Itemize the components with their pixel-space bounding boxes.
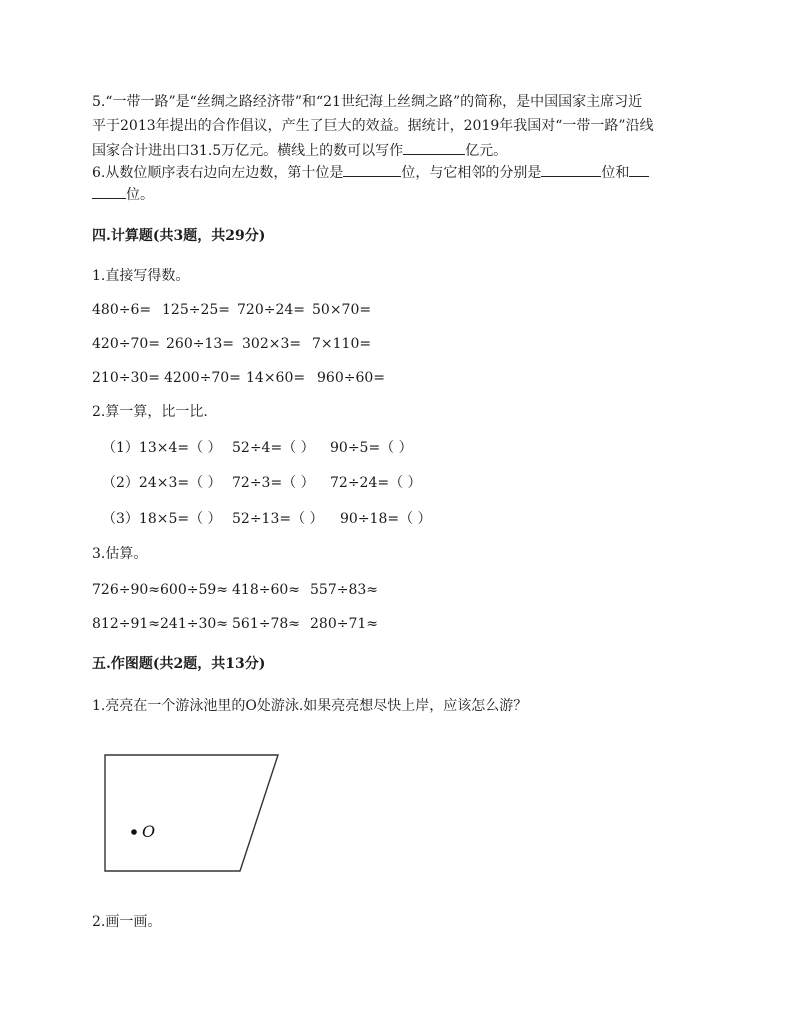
point-o-dot [131,829,137,835]
compare-item: 90÷5=（ ） [330,440,413,456]
estimate-item: 557÷83≈ [310,582,378,598]
q6-text-b: 位，与它相邻的分别是 [401,165,542,181]
compare-item: 52÷13=（ ） [232,511,324,527]
q5-line-3-suffix: 亿元。 [465,143,508,159]
calc-item: 4200÷70= [164,370,241,386]
q4-1-title: 1.直接写得数。 [92,268,190,284]
q6-blank-3-end[interactable] [92,184,126,199]
compare-item: （1）13×4=（ ） [102,440,222,456]
q6-text-end: 位。 [126,187,154,203]
q6-blank-2[interactable] [541,162,601,177]
q6-line-2 [92,184,154,205]
q5-line-1: 5.“一带一路”是“丝绸之路经济带”和“21世纪海上丝绸之路”的简称，是中国国家主席习近 [92,94,643,110]
estimate-item: 418÷60≈ [232,582,300,598]
q5-line-2: 平于2013年提出的合作倡议，产生了巨大的效益。据统计，2019年我国对“一带一路”沿线 [92,118,654,134]
estimate-item: 241÷30≈ [160,616,228,632]
point-o-label: O [142,822,156,841]
calc-item: 7×110= [312,336,372,352]
swimming-pool-diagram [100,750,284,876]
calc-item: 210÷30= [92,370,160,386]
q4-3-title: 3.估算。 [92,546,148,562]
compare-item: 72÷3=（ ） [232,475,315,491]
estimate-item: 280÷71≈ [310,616,378,632]
section-5-heading: 五.作图题(共2题，共13分) [92,656,266,672]
calc-item: 302×3= [242,336,302,352]
compare-item: 52÷4=（ ） [232,440,315,456]
q5-line-3 [92,140,507,161]
estimate-item: 812÷91≈ [92,616,160,632]
compare-item: （2）24×3=（ ） [102,475,222,491]
estimate-item: 561÷78≈ [232,616,300,632]
calc-item: 14×60= [246,370,306,386]
q6-text-c: 位和 [601,165,630,181]
estimate-item: 600÷59≈ [160,582,228,598]
compare-item: 72÷24=（ ） [330,475,422,491]
calc-item: 420÷70= [92,336,160,352]
section-4-heading: 四.计算题(共3题，共29分) [92,228,266,244]
calc-item: 260÷13= [166,336,234,352]
calc-item: 720÷24= [237,302,305,318]
calc-item: 125÷25= [162,302,230,318]
q4-2-title: 2.算一算，比一比. [92,404,208,420]
q5-line-3-text: 国家合计进出口31.5万亿元。横线上的数可以写作 [92,143,404,159]
pool-outline [105,755,278,871]
compare-item: 90÷18=（ ） [340,511,432,527]
q5-2-text: 2.画一画。 [92,914,162,930]
estimate-item: 726÷90≈ [92,582,160,598]
q6-blank-3-start[interactable] [629,162,649,177]
calc-item: 960÷60= [317,370,385,386]
compare-item: （3）18×5=（ ） [102,511,222,527]
calc-item: 50×70= [312,302,372,318]
q6-line-1 [92,162,649,183]
q6-text-a: 6.从数位顺序表右边向左边数，第十位是 [92,165,344,181]
q6-blank-1[interactable] [343,162,401,177]
q5-1-text: 1.亮亮在一个游泳池里的O处游泳.如果亮亮想尽快上岸，应该怎么游？ [92,698,528,714]
q5-answer-blank[interactable] [403,140,465,155]
calc-item: 480÷6= [92,302,152,318]
